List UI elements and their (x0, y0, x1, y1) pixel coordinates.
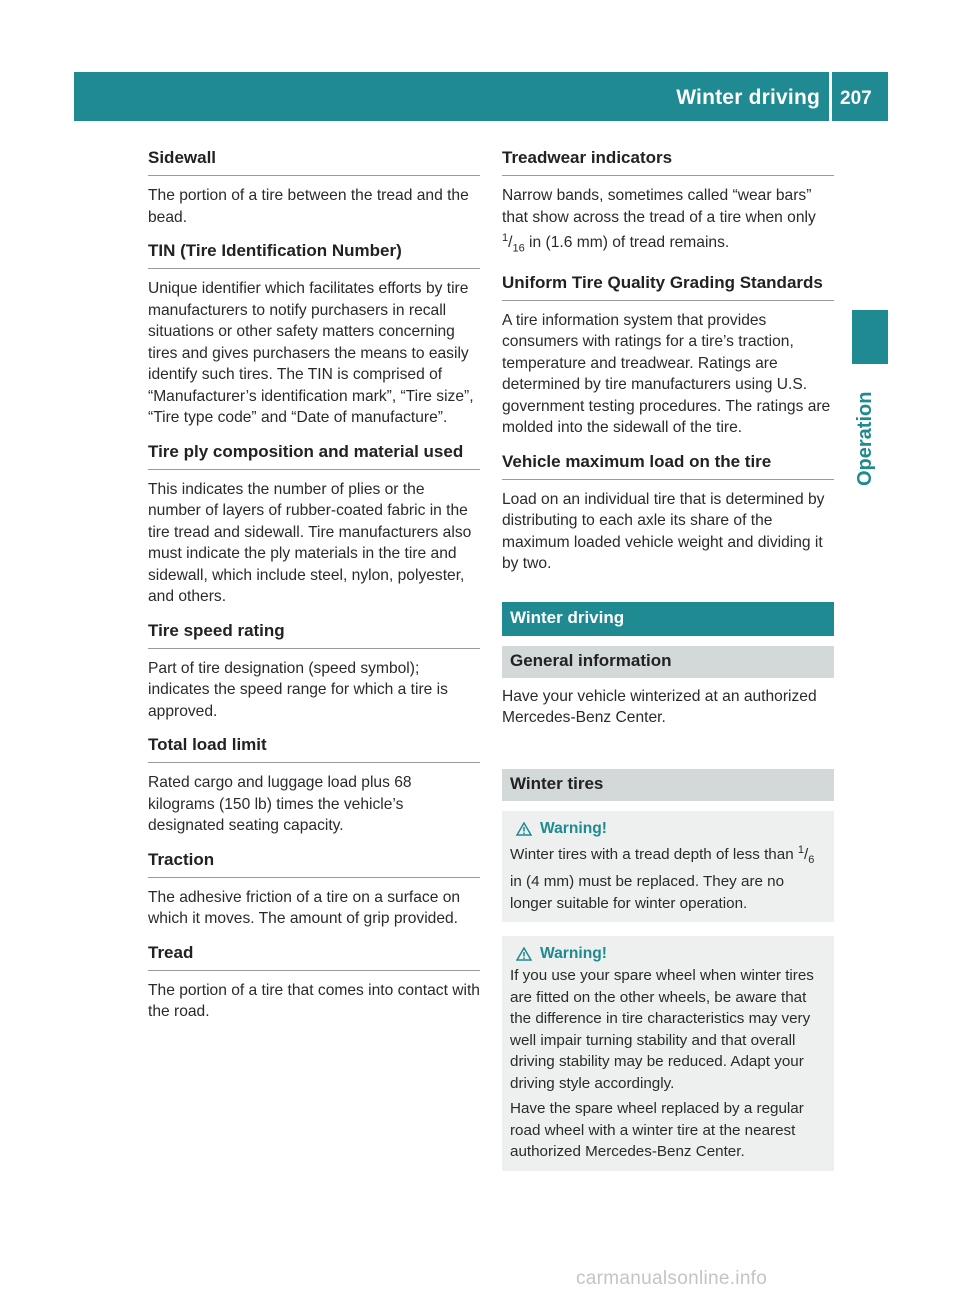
term-body: The portion of a tire that comes into contact with the road. (148, 981, 480, 1020)
right-column (502, 148, 834, 1171)
term-body: The adhesive friction of a tire on a surface on which it moves. The amount of grip provided. (148, 888, 461, 927)
general-information-body: Have your vehicle winterized at an authorized Mercedes-Benz Center. (502, 687, 817, 727)
warning-paragraph: If you use your spare wheel when winter tires are fitted on the other wheels, be aware that the difference in tire characteristics may very well impair turning stability and that overall driving stability may be reduced. Adapt your driving style accordingly. (510, 967, 814, 1092)
warning-label: Warning! (540, 945, 607, 963)
text-run: in (4 mm) must be replaced. They are no longer suitable for winter operation. (510, 873, 785, 912)
term-traction (148, 850, 480, 930)
watermark: carmanualsonline.info (576, 1268, 768, 1289)
warning-paragraph: Have the spare wheel replaced by a regular road wheel with a winter tire at the nearest authorized Mercedes-Benz Center. (510, 1100, 804, 1161)
page-number: 207 (840, 88, 872, 109)
warning-header (510, 818, 826, 840)
text-run: Narrow bands, sometimes called “wear bars” that show across the tread of a tire when only (502, 187, 816, 226)
warning-triangle-icon (516, 947, 532, 961)
term-title: Sidewall (148, 148, 480, 176)
side-tab-label: Operation (854, 391, 876, 486)
term-title: Tread (148, 943, 480, 971)
term-title: Vehicle maximum load on the tire (502, 452, 834, 480)
subsection-heading-winter-tires: Winter tires (502, 769, 834, 801)
term-treadwear (502, 148, 834, 260)
term-title: Tire ply composition and material used (148, 442, 480, 470)
fraction-denominator: 16 (512, 242, 525, 255)
term-tin (148, 241, 480, 429)
warning-text (510, 965, 826, 1163)
fraction-denominator: 6 (808, 853, 815, 866)
side-tab-marker (852, 310, 888, 364)
section-heading-winter-driving: Winter driving (502, 602, 834, 636)
term-body: A tire information system that provides consumers with ratings for a tire’s traction, temperature and treadwear. Ratings are determined by tire manufacturers using U.S. government testing procedures. The ratings are molded into the sidewall of the tire. (502, 311, 831, 437)
term-title: Treadwear indicators (502, 148, 834, 176)
term-tread (148, 943, 480, 1023)
term-title: Total load limit (148, 735, 480, 763)
term-total-load-limit (148, 735, 480, 837)
warning-text (510, 840, 826, 915)
term-speed-rating (148, 621, 480, 723)
term-tire-ply (148, 442, 480, 608)
warning-triangle-icon (516, 822, 532, 836)
term-body: This indicates the number of plies or the number of layers of rubber-coated fabric in the tire tread and sidewall. Tire manufacturers also must indicate the ply materials in the tire and sidewall, which include steel, nylon, polyester, and others. (148, 480, 472, 605)
warning-header (510, 943, 826, 965)
term-title: Uniform Tire Quality Grading Standards (502, 273, 834, 301)
warning-box-2 (502, 936, 834, 1171)
text-run: in (1.6 mm) of tread remains. (524, 234, 730, 252)
term-body: The portion of a tire between the tread and the bead. (148, 187, 469, 226)
term-utqgs (502, 273, 834, 439)
term-body: Part of tire designation (speed symbol); indicates the speed range for which a tire is approved. (148, 659, 448, 720)
fraction-numerator: 1 (797, 843, 804, 856)
term-title: TIN (Tire Identification Number) (148, 241, 480, 269)
header-divider (829, 72, 832, 121)
warning-paragraph: Winter tires with a tread depth of less than $^1/_6$ in (4 mm) must be replaced. They are no longer suitable for winter operation. (510, 843, 815, 912)
term-sidewall (148, 148, 480, 228)
fraction-numerator: 1 (502, 232, 509, 244)
text-run: Winter tires with a tread depth of less than (510, 845, 798, 863)
term-vehicle-max-load (502, 452, 834, 575)
term-body: Unique identifier which facilitates efforts by tire manufacturers to notify purchasers in recall situations or other safety matters concerning tires and gives purchasers the means to easily identify such tires. The TIN is comprised of “Manufacturer’s identification mark”, “Tire size”, “Tire type code” and “Date of manufacture”. (148, 280, 474, 426)
warning-box-1 (502, 811, 834, 923)
header-section-title: Winter driving (676, 86, 820, 109)
subsection-heading-general-information: General information (502, 646, 834, 678)
term-title: Traction (148, 850, 480, 878)
term-title: Tire speed rating (148, 621, 480, 649)
warning-label: Warning! (540, 819, 607, 837)
term-body: Narrow bands, sometimes called “wear bars” that show across the tread of a tire when only $^1/_{16}$ in (1.6 mm) of tread remains. (502, 187, 816, 255)
term-body: Rated cargo and luggage load plus 68 kilograms (150 lb) times the vehicle’s designated seating capacity. (148, 774, 412, 834)
term-body: Load on an individual tire that is determined by distributing to each axle its share of the maximum loaded vehicle weight and dividing it by two. (502, 490, 825, 573)
left-column (148, 148, 480, 1036)
